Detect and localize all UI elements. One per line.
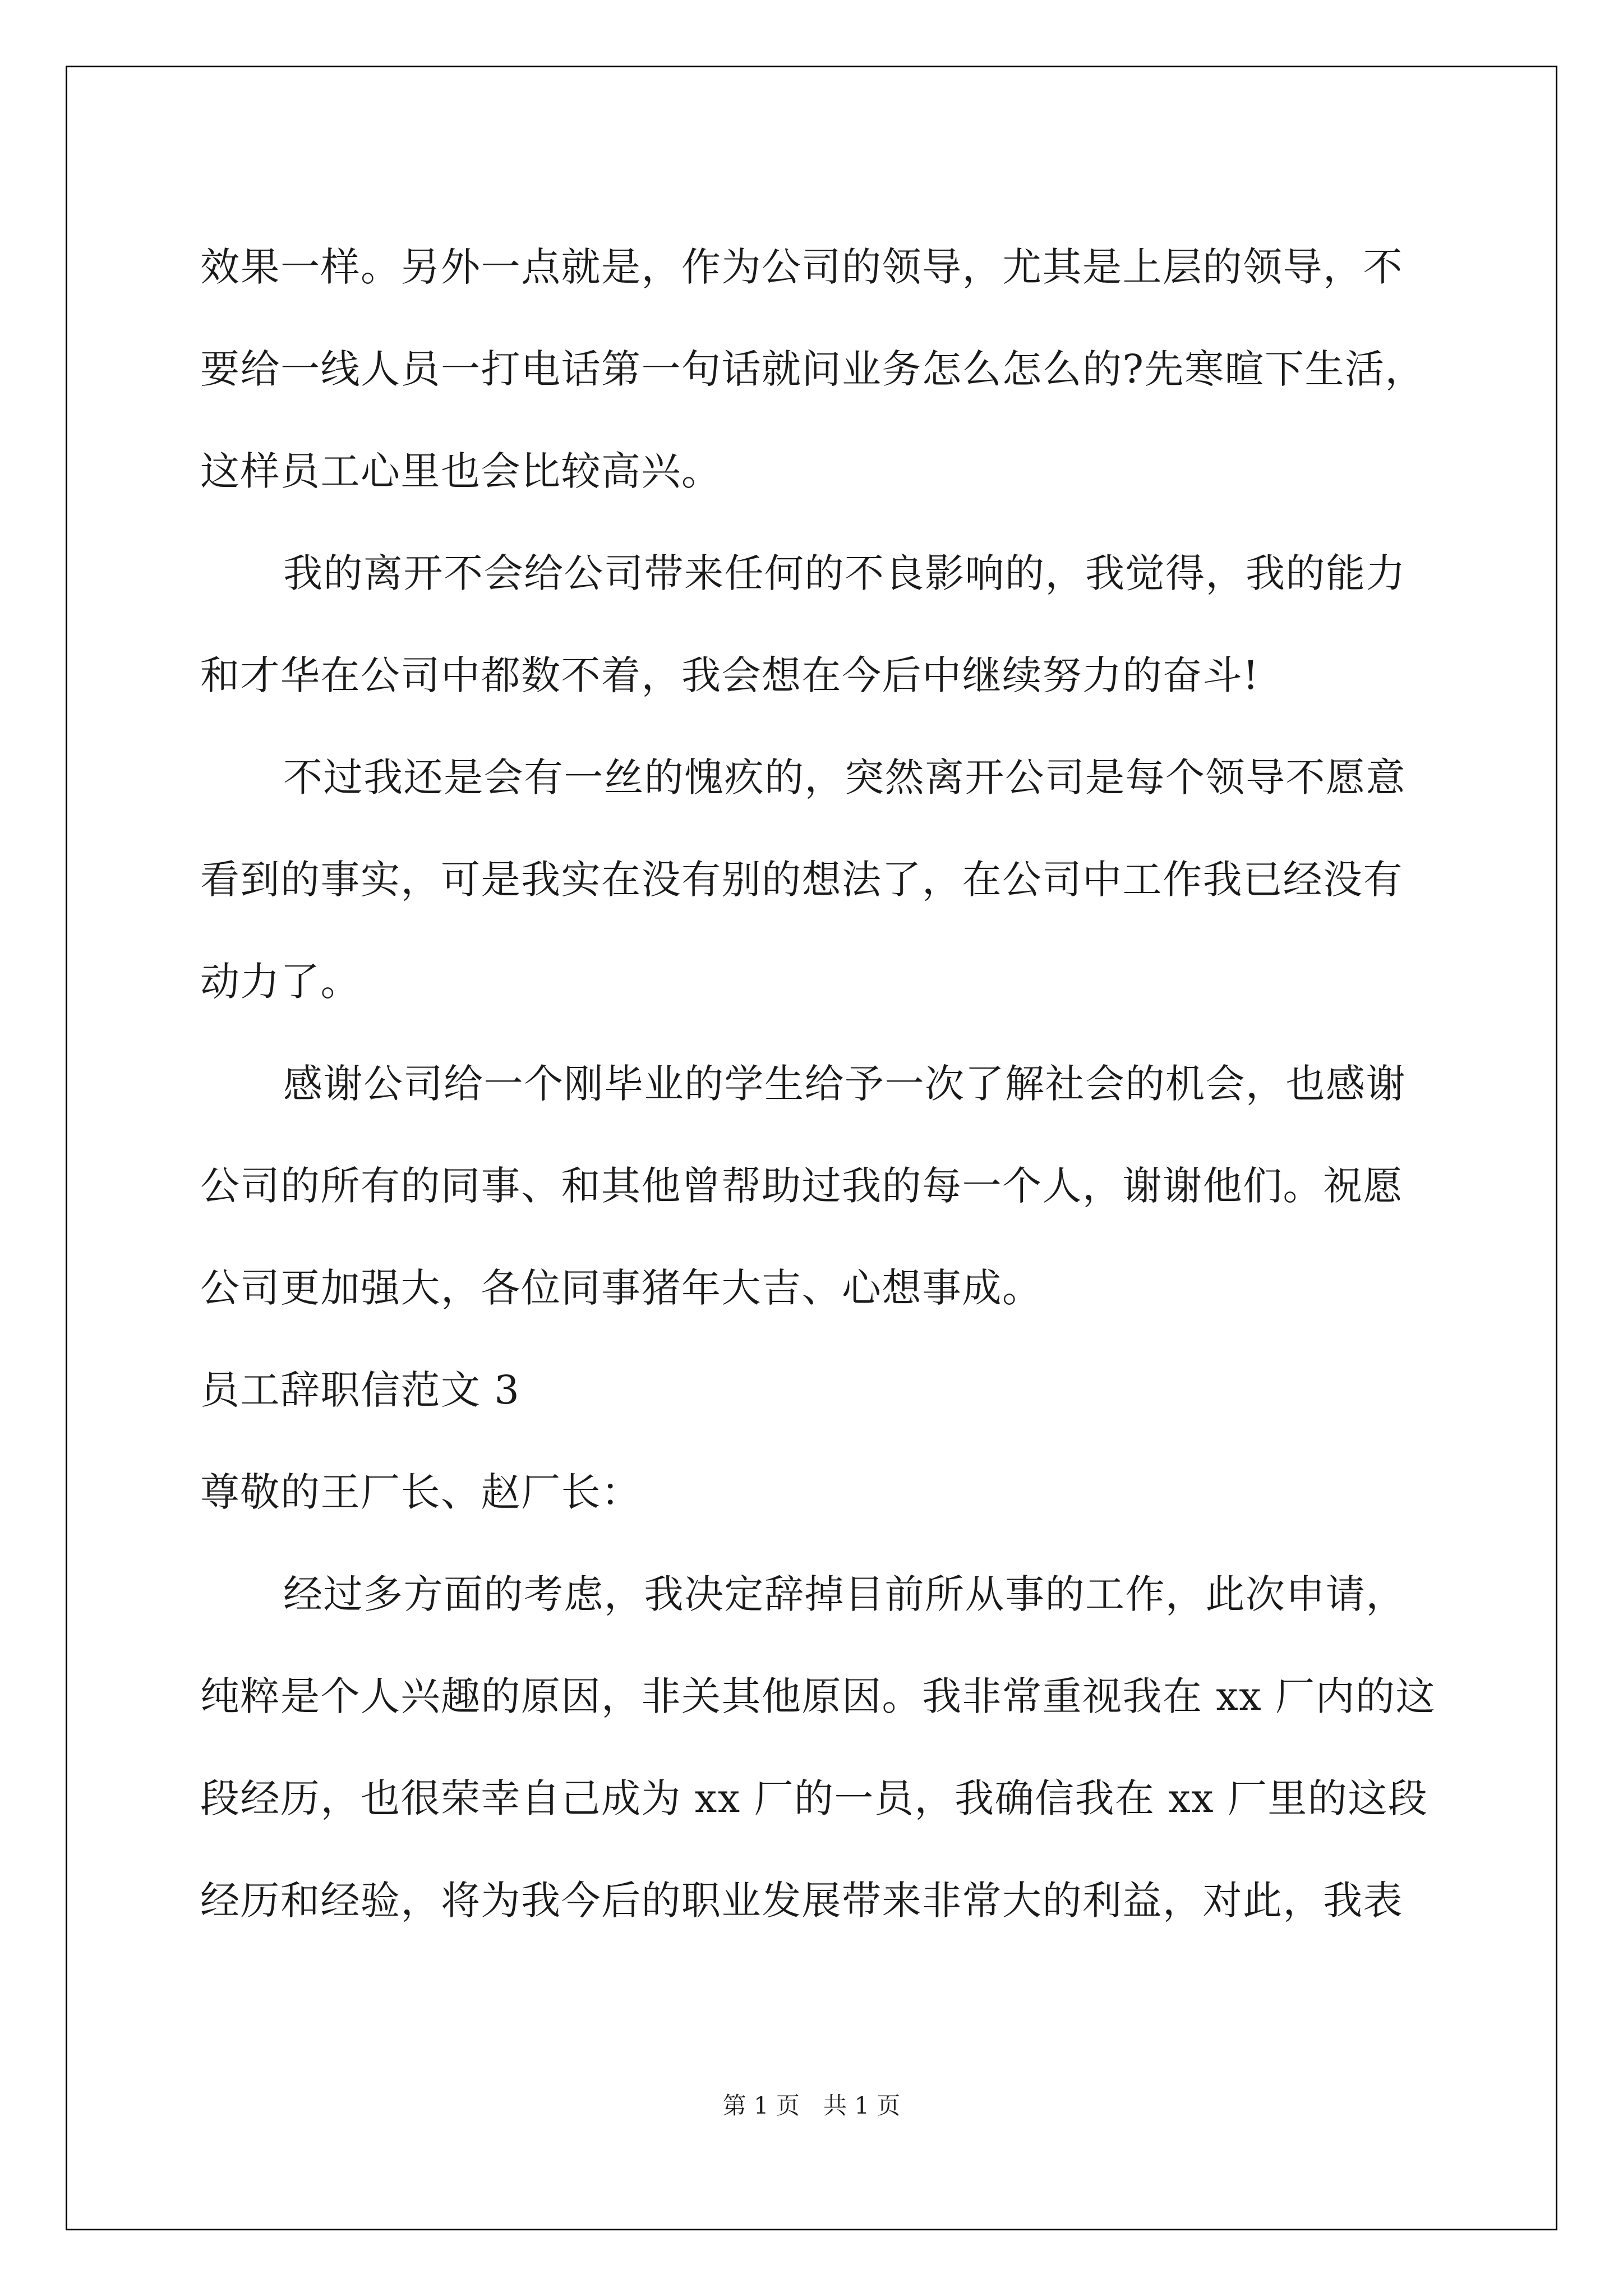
text-line: 不过我还是会有一丝的愧疚的，突然离开公司是每个领导不愿意 [283, 754, 1406, 800]
text-line: 效果一样。另外一点就是，作为公司的领导，尤其是上层的领导，不 [200, 244, 1403, 290]
text-line: 和才华在公司中都数不着，我会想在今后中继续努力的奋斗! [200, 652, 1260, 698]
text-line: 要给一线人员一打电话第一句话就问业务怎么怎么的?先寒暄下生活， [200, 346, 1426, 392]
page-footer: 第 1 页 共 1 页 [722, 2092, 901, 2119]
text-line: 这样员工心里也会比较高兴。 [200, 448, 722, 494]
text-line: 公司的所有的同事、和其他曾帮助过我的每一个人，谢谢他们。祝愿 [200, 1163, 1403, 1209]
text-line: 我的离开不会给公司带来任何的不良影响的，我觉得，我的能力 [283, 550, 1406, 596]
text-line: 经历和经验，将为我今后的职业发展带来非常大的利益，对此，我表 [200, 1878, 1403, 1924]
text-line: 感谢公司给一个刚毕业的学生给予一次了解社会的机会，也感谢 [283, 1061, 1406, 1107]
text-line: 看到的事实，可是我实在没有别的想法了，在公司中工作我已经没有 [200, 857, 1403, 903]
text-line: 纯粹是个人兴趣的原因，非关其他原因。我非常重视我在 xx 厂内的这 [200, 1673, 1436, 1719]
text-line: 经过多方面的考虑，我决定辞掉目前所从事的工作，此次申请， [283, 1571, 1406, 1617]
salutation: 尊敬的王厂长、赵厂长： [200, 1469, 642, 1515]
section-heading: 员工辞职信范文 3 [200, 1367, 520, 1413]
text-line: 动力了。 [200, 959, 361, 1005]
document-body [200, 216, 1436, 1952]
text-line: 公司更加强大，各位同事猪年大吉、心想事成。 [200, 1265, 1043, 1311]
text-line: 段经历，也很荣幸自己成为 xx 厂的一员，我确信我在 xx 厂里的这段 [200, 1775, 1428, 1821]
